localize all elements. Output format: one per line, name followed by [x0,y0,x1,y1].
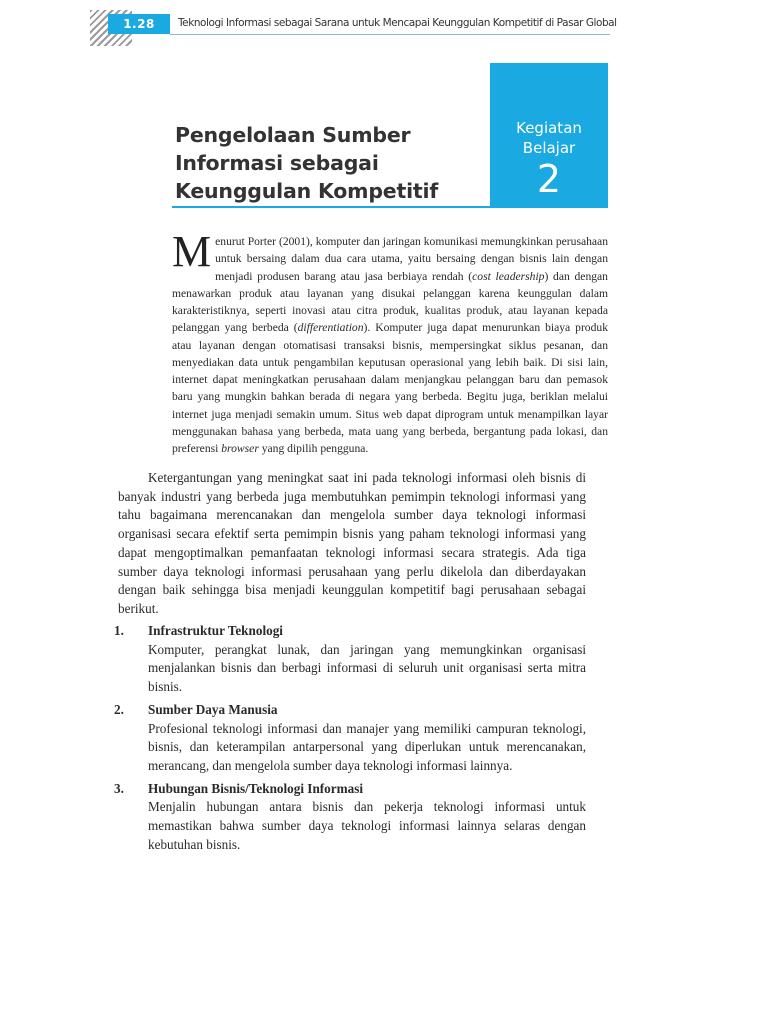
header-divider [170,34,610,35]
chapter-title-line-3: Keunggulan Kompetitif [175,179,439,203]
list-item-body: Menjalin hubungan antara bisnis dan pekerja teknologi informasi untuk memastikan bahwa sumber daya teknologi informasi lainnya selaras dengan kebutuhan bisnis. [148,799,586,852]
resource-list [112,622,586,858]
chapter-title-underline [172,206,490,208]
activity-box-number: 2 [536,157,562,201]
drop-cap: M [172,227,212,276]
intro-term-browser: browser [221,442,259,455]
page-number-badge: 1.28 [108,14,170,34]
list-item-sdm [112,701,586,776]
intro-text-2: ) dan dengan menawarkan produk atau layanan yang disukai pelanggan karena keunggulan dalam karakteristiknya, seperti inovasi atau citra produk, kualitas produk, atau layanan kepada pelanggan yang berbeda ( [172,269,608,335]
intro-term-differentiation: differentiation [297,321,364,335]
list-item-heading: Sumber Daya Manusia [148,701,278,717]
list-item-body: Komputer, perangkat lunak, dan jaringan yang memungkinkan organisasi menjalankan bisnis dan berbagi informasi di seluruh unit organisasi serta mitra bisnis. [148,641,586,695]
activity-box [490,63,608,208]
list-item-heading: Infrastruktur Teknologi [148,623,283,638]
list-item-number: 3. [114,780,124,796]
activity-box-label-2: Belajar [522,139,576,157]
list-item-infrastruktur [112,622,586,697]
intro-text-4: yang dipilih pengguna. [258,442,369,455]
intro-paragraph [172,227,608,457]
activity-box-label-1: Kegiatan [516,119,582,137]
intro-text-3: ). Komputer juga dapat menurunkan biaya produk atau layanan dengan otomatisasi transaksi bisnis, mempersingkat siklus pesanan, dan menyediakan data untuk pengambilan keputusan operasional yang lebih baik. Di sisi lain, internet dapat meningkatkan perusahaan dalam menjangkau pelanggan baru dan pemasok baru yang mungkin bahkan berada di negara yang berbeda. Begitu juga, beriklan melalui internet juga menjadi semakin umum. Situs web dapat diprogram untuk menampilkan layar menggunakan bahasa yang berbeda, mata uang yang berbeda, bergantung pada lokasi, dan preferensi [172,321,608,455]
chapter-title-line-2: Informasi sebagai [175,151,379,175]
intro-term-cost-leadership: cost leadership [472,269,545,283]
list-item-body: Profesional teknologi informasi dan manajer yang memiliki campuran teknologi, bisnis, dan keterampilan antarpersonal yang diperlukan untuk merencanakan, merancang, dan mengelola sumber daya teknologi informasi lainnya. [148,720,586,773]
chapter-title-line-1: Pengelolaan Sumber [175,123,411,147]
list-item-number: 1. [114,623,124,638]
list-item-hubungan [112,780,586,855]
list-item-heading: Hubungan Bisnis/Teknologi Informasi [148,780,363,796]
list-item-number: 2. [114,701,124,717]
running-header-title: Teknologi Informasi sebagai Sarana untuk Mencapai Keunggulan Kompetitif di Pasar Global [178,17,617,29]
chapter-title [175,121,475,205]
body-paragraph: Ketergantungan yang meningkat saat ini pada teknologi informasi oleh bisnis di banyak industri yang berbeda juga membutuhkan pemimpin teknologi informasi yang tahu bagaimana merencanakan dan mengelola sumber daya teknologi informasi organisasi secara efektif serta pemimpin bisnis yang paham teknologi informasi yang dapat mengoptimalkan pemanfaatan teknologi informasi secara strategis. Ada tiga sumber daya teknologi informasi perusahaan yang perlu dikelola dan diberdayakan dengan baik sehingga bisa menjadi keunggulan kompetitif bagi perusahaan sebagai berikut. [118,470,586,616]
intro-text-1: enurut Porter (2001), komputer dan jaringan komunikasi memungkinkan perusahaan untuk bersaing dalam dua cara utama, yaitu bersaing dengan bisnis lain dengan menjadi produsen barang atau jasa berbiaya rendah ( [215,235,608,283]
